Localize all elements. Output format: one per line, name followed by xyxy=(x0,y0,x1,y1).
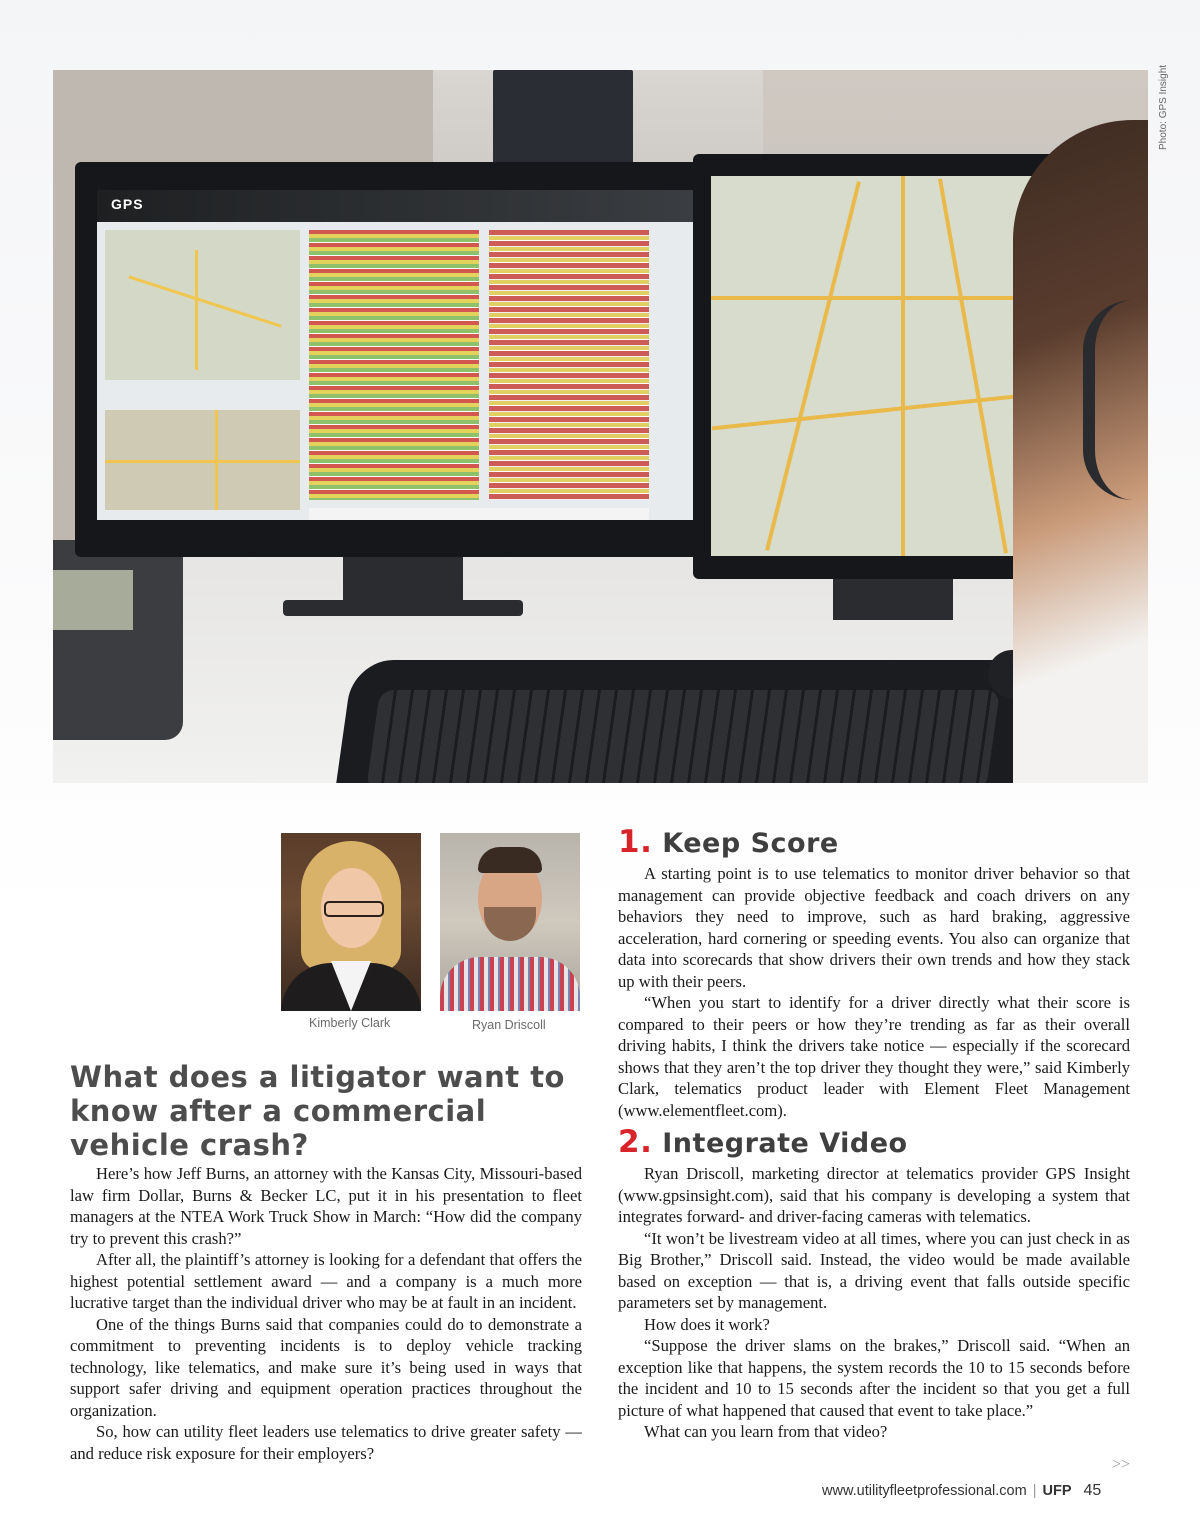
headshot-ryan-driscoll xyxy=(440,833,580,1011)
photo-phone-display xyxy=(53,570,133,630)
page-footer xyxy=(822,1482,1101,1500)
intro-paragraph: Here’s how Jeff Burns, an attorney with the Kansas City, Missouri-based law firm Dollar, Burns & Becker LC, put it in his presentation to fleet managers at the NTEA Work Truck Show in March: “How did the company try to prevent this crash?” xyxy=(70,1164,582,1248)
portrait-plaid-shirt xyxy=(440,957,580,1011)
integrate-video-column xyxy=(618,1163,1130,1443)
portrait-beard xyxy=(484,907,536,941)
gps-logo: GPS xyxy=(111,196,144,212)
article-headline: What does a litigator want to know after a commercial vehicle crash? xyxy=(70,1060,565,1162)
keep-score-column xyxy=(618,863,1130,1121)
intro-paragraph: So, how can utility fleet leaders use telematics to drive greater safety — and reduce risk exposure for their employers? xyxy=(70,1422,582,1463)
body-paragraph: Ryan Driscoll, marketing director at telematics provider GPS Insight (www.gpsinsight.com), said that his company is developing a system that integrates forward- and driver-facing cameras with telematics. xyxy=(618,1164,1130,1226)
section-title: Keep Score xyxy=(662,828,839,859)
page-number: 45 xyxy=(1083,1482,1102,1499)
body-paragraph: “When you start to identify for a driver directly what their score is compared to their peers or how they’re trending as far as their overall driving habits, I think the drivers take notice — especially if the scorecard shows that they aren’t the top driver they thought they were,” said Kimberly Clark, telematics product leader with Element Fleet Management (www.elementfleet.com). xyxy=(618,993,1130,1120)
gps-insight-screen xyxy=(97,190,713,520)
left-monitor xyxy=(75,162,735,557)
map-road xyxy=(128,275,281,327)
photo-credit: Photo: GPS Insight xyxy=(1158,64,1169,150)
continued-marker: >> xyxy=(1112,1456,1131,1473)
section-title: Integrate Video xyxy=(662,1128,908,1159)
gps-street-map-panel xyxy=(105,410,300,510)
portrait-hair xyxy=(478,847,542,873)
body-paragraph: “It won’t be livestream video at all times, where you can just check in as Big Brother,” Driscoll said. Instead, the video would be made available based on exception — that is, a driving event that falls outside specific parameters set by management. xyxy=(618,1228,1130,1312)
map-highway xyxy=(765,181,861,551)
section-number: 1. xyxy=(618,824,653,860)
section-heading-integrate-video xyxy=(618,1124,908,1160)
map-road xyxy=(195,250,198,370)
body-paragraph: How does it work? xyxy=(644,1314,770,1334)
footer-url: www.utilityfleetprofessional.com xyxy=(822,1483,1027,1499)
map-road xyxy=(105,460,300,463)
body-paragraph: A starting point is to use telematics to monitor driver behavior so that management can provide objective feedback and coach drivers on any behaviors they need to improve, such as hard braking, aggressive acceleration, hard cornering or speeding events. You also can organize that data into scorecards that show drivers their own trends and how they stack up with their peers. xyxy=(618,864,1130,991)
gps-form-panel xyxy=(309,508,649,520)
glasses-icon xyxy=(324,901,384,917)
intro-paragraph: One of the things Burns said that companies could do to demonstrate a commitment to preventing incidents is to deploy vehicle tracking technology, like telematics, and make sure it’s being used in ways that support safer driving and equipment operation practices throughout the organization. xyxy=(70,1314,582,1420)
hero-photo xyxy=(53,70,1148,783)
headshot-kimberly-clark xyxy=(281,833,421,1011)
section-heading-keep-score xyxy=(618,824,839,860)
map-highway xyxy=(938,179,1008,554)
gps-alerts-table xyxy=(489,230,649,500)
section-number: 2. xyxy=(618,1124,653,1160)
intro-column xyxy=(70,1163,582,1464)
body-paragraph: “Suppose the driver slams on the brakes,” Driscoll said. “When an exception like that happens, the system records the 10 to 15 seconds before the incident and 10 to 15 seconds after the incident so that you get a full picture of what happened that caused that event to take place.” xyxy=(618,1336,1130,1420)
footer-separator: | xyxy=(1032,1483,1037,1499)
gps-vehicle-table xyxy=(309,230,479,500)
gps-map-panel xyxy=(105,230,300,380)
headshot-caption-driscoll: Ryan Driscoll xyxy=(472,1018,546,1032)
body-paragraph: What can you learn from that video? xyxy=(644,1422,888,1441)
gps-app-toolbar xyxy=(97,190,713,222)
headset-icon xyxy=(1083,300,1148,500)
headshot-caption-clark: Kimberly Clark xyxy=(309,1016,391,1030)
photo-keyboard-keys xyxy=(366,690,1000,783)
left-monitor-base xyxy=(283,600,523,616)
map-highway xyxy=(901,176,905,556)
footer-brand: UFP xyxy=(1042,1483,1072,1499)
map-road xyxy=(215,410,218,510)
intro-paragraph: After all, the plaintiff’s attorney is looking for a defendant that offers the highest potential settlement award — and a company is a much more lucrative target than the individual driver who may be at fault in an incident. xyxy=(70,1250,582,1312)
